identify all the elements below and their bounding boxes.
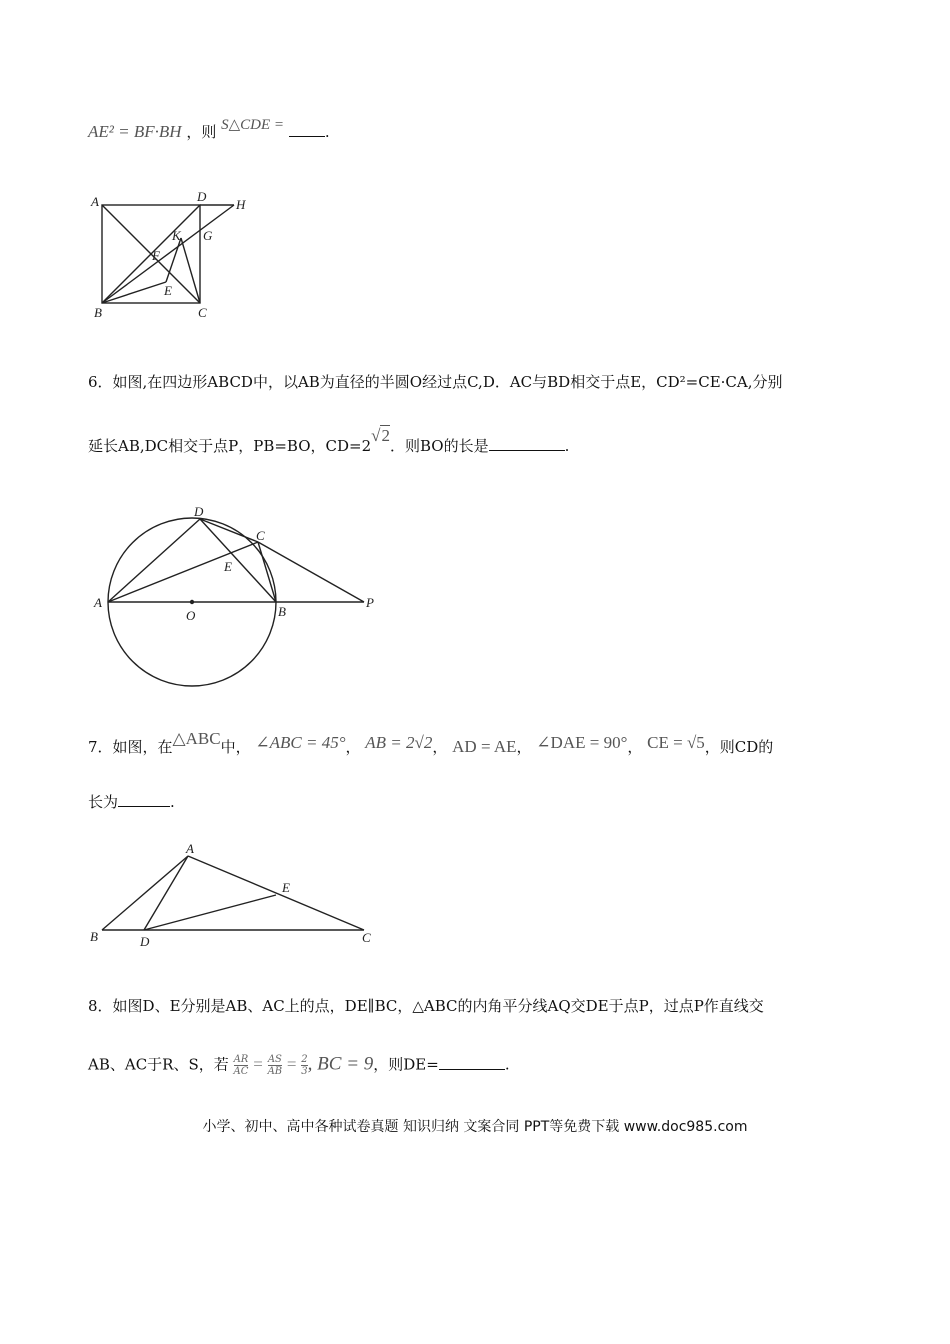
q5-area: S△CDE = <box>221 117 285 133</box>
q5-line <box>88 117 330 143</box>
fig7-label-B: B <box>90 929 98 944</box>
fig6-label-C: C <box>256 528 265 543</box>
q6-end: . <box>564 437 570 455</box>
q6-answer-blank[interactable] <box>489 436 565 451</box>
fig6-label-O: O <box>186 608 196 623</box>
fig5-label-D: D <box>197 189 207 204</box>
q7-tail: ，则CD的 <box>704 738 774 756</box>
fig7-label-D: D <box>140 934 150 949</box>
q8-frac-2-3: $\frac{2}{3}$ <box>301 1054 308 1077</box>
q8-line-1: 8．如图D、E分别是AB、AC上的点，DE∥BC，△ABC的内角平分线AQ交DE于点P，过点P作直线交 <box>88 997 764 1015</box>
fig5-label-F: F <box>152 248 160 263</box>
fig6-label-D: D <box>194 504 204 519</box>
fig6-label-P: P <box>366 595 374 610</box>
fig7-label-C: C <box>362 930 371 945</box>
figure-6 <box>88 500 388 690</box>
fig5-label-C: C <box>198 305 207 320</box>
fig6-label-A: A <box>94 595 102 610</box>
q5-answer-blank[interactable] <box>289 122 325 137</box>
q8-answer-blank[interactable] <box>439 1055 505 1070</box>
q7-end: . <box>170 793 175 811</box>
q8-end: . <box>504 1055 510 1074</box>
fig5-label-G: G <box>203 228 213 243</box>
figure-7 <box>86 840 386 950</box>
q6-line-1: 6．如图,在四边形ABCD中，以AB为直径的半圆O经过点C,D．AC与BD相交于点E，CD²=CE·CA,分别 <box>88 373 783 391</box>
fig6-label-B: B <box>278 604 286 619</box>
q7-dae: ∠DAE = 90° <box>536 733 628 752</box>
q6-sqrt: √2 <box>371 426 390 445</box>
figure-5 <box>86 188 266 328</box>
q6-text-a: 延长AB,DC相交于点P，PB=BO，CD=2 <box>88 437 372 455</box>
fig5-label-E: E <box>164 283 172 298</box>
fig5-label-K: K <box>172 228 181 243</box>
q7-adae: AD = AE <box>452 737 517 756</box>
fig7-label-A: A <box>186 841 194 856</box>
q8-line-2: AB、AC于R、S，若 $\frac{AR}{AC}$ = $\frac{AS}{AB}$ = $\frac{2}{3}$ , BC = 9，则DE= . <box>88 1053 510 1077</box>
q7-angle: ∠ABC = 45° <box>255 733 346 752</box>
q7-ab: AB = 2√2 <box>365 733 433 752</box>
q8-text-b: ，则DE= <box>373 1055 439 1074</box>
q8-frac-ar-ac: $\frac{AR}{AC}$ <box>233 1054 249 1077</box>
q7-line2-text: 长为 <box>88 793 119 811</box>
page-footer: 小学、初中、高中各种试卷真题 知识归纳 文案合同 PPT等免费下载 www.doc985.com <box>202 1119 748 1135</box>
fig5-label-H: H <box>236 197 246 212</box>
fig6-label-E: E <box>224 559 232 574</box>
fig5-label-B: B <box>94 305 102 320</box>
q5-then: ，则 <box>186 123 217 141</box>
q8-text-a: AB、AC于R、S，若 <box>88 1055 229 1074</box>
q7-triangle: △ABC <box>172 729 221 748</box>
q6-line-2 <box>88 426 570 456</box>
q7-line-2 <box>88 792 175 812</box>
q8-bc: , BC = 9 <box>307 1053 374 1075</box>
fig5-label-A: A <box>91 194 99 209</box>
q7-ce: CE = √5 <box>647 733 705 752</box>
q8-frac-as-ab: $\frac{AS}{AB}$ <box>267 1054 283 1077</box>
q5-condition: AE² = BF·BH <box>88 122 182 141</box>
q7-answer-blank[interactable] <box>118 792 170 807</box>
q7-line-1: 7．如图，在△ABC中， ∠ABC = 45°， AB = 2√2， AD = AE， ∠DAE = 90°， CE = √5，则CD的 <box>88 729 774 756</box>
q5-end: . <box>324 123 330 141</box>
fig7-label-E: E <box>282 880 290 895</box>
q6-text-b: ．则BO的长是 <box>389 437 489 455</box>
q7-num: 7．如图，在 <box>88 738 173 756</box>
q7-zhong: 中， <box>220 738 251 756</box>
